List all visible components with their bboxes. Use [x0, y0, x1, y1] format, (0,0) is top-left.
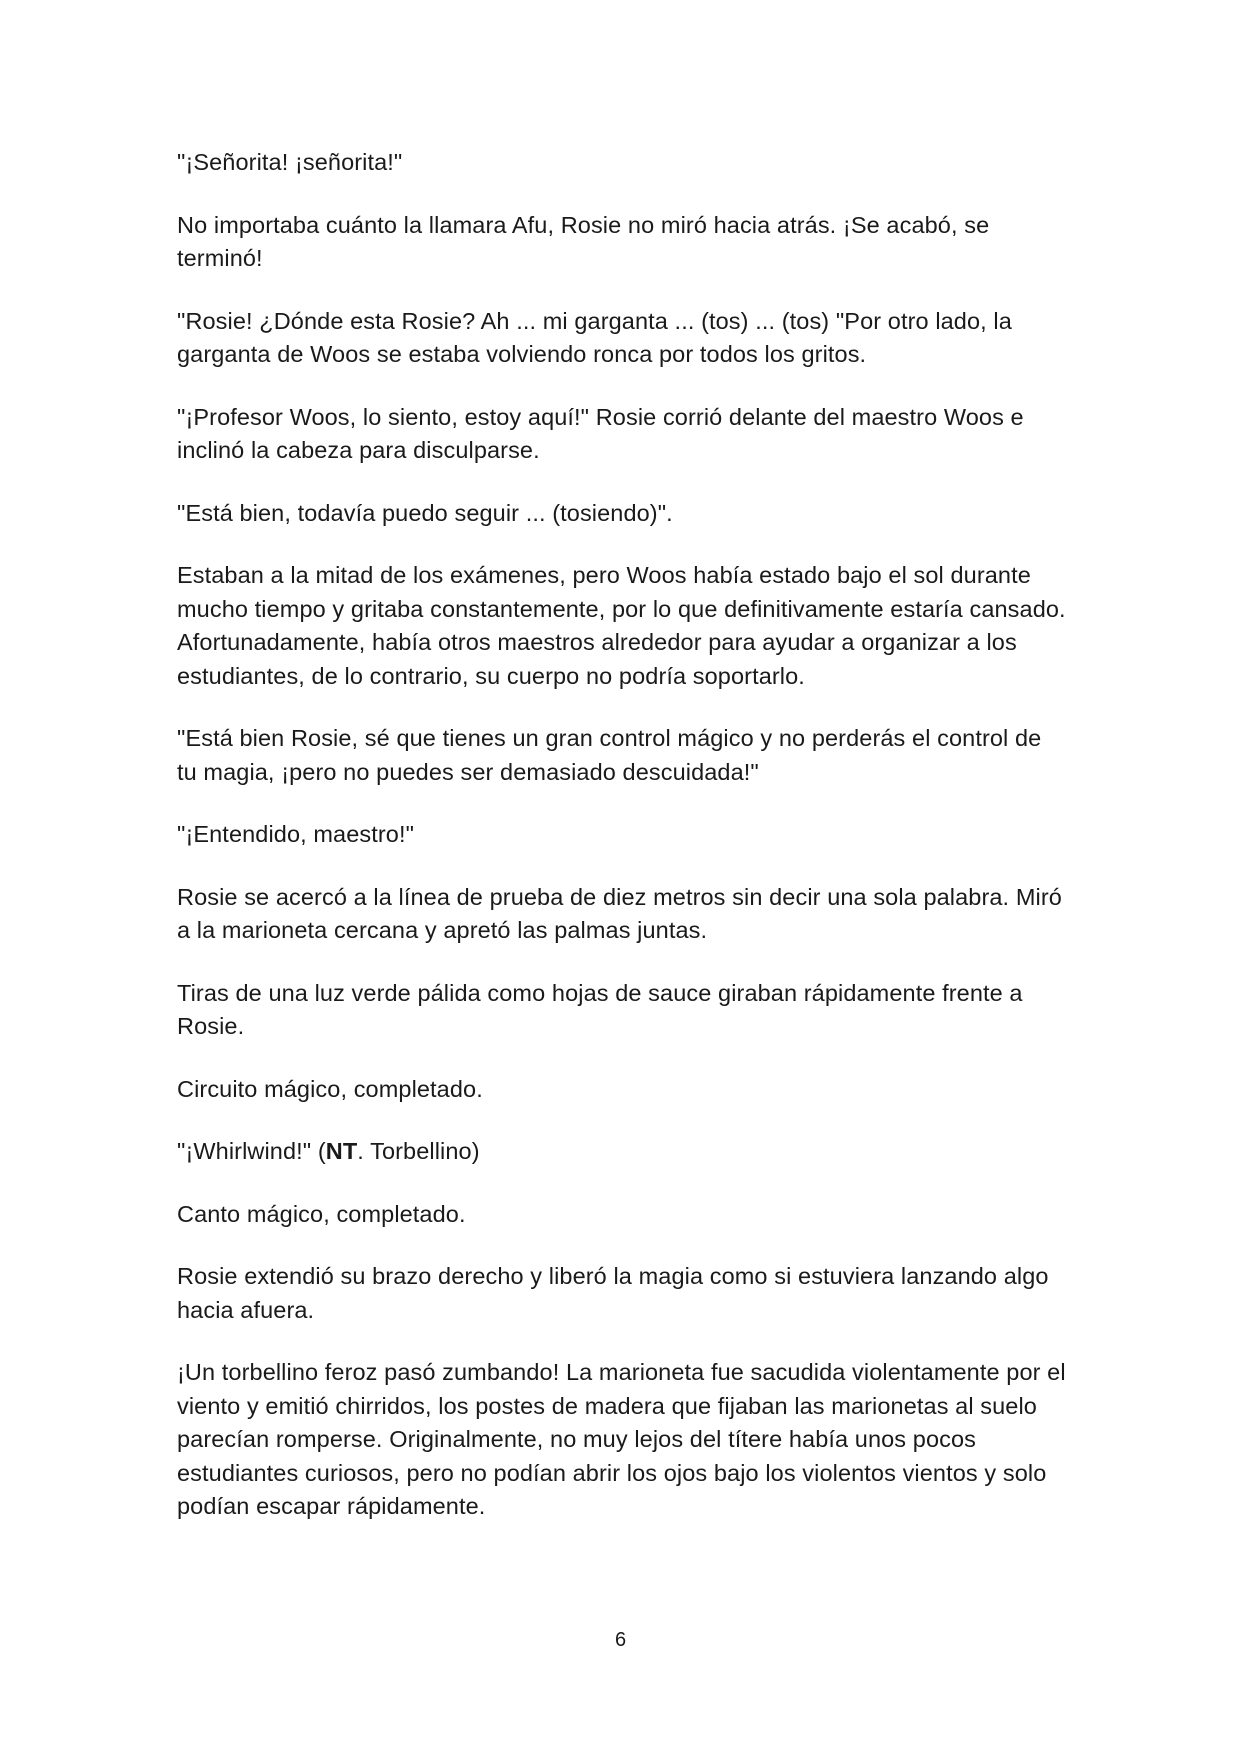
paragraph: "¡Profesor Woos, lo siento, estoy aquí!" Rosie corrió delante del maestro Woos e inclinó la cabeza para disculparse. — [177, 403, 1024, 463]
paragraph: Circuito mágico, completado. — [177, 1075, 483, 1102]
paragraph: Canto mágico, completado. — [177, 1200, 466, 1227]
paragraph: Rosie se acercó a la línea de prueba de diez metros sin decir una sola palabra. Miró a la marioneta cercana y apretó las palmas juntas. — [177, 883, 1062, 943]
paragraph: "¡Entendido, maestro!" — [177, 821, 415, 847]
paragraph: "Rosie! ¿Dónde esta Rosie? Ah ... mi garganta ... (tos) ... (tos) "Por otro lado, la garganta de Woos se estaba volviendo ronca por todos los gritos. — [177, 307, 1012, 367]
paragraph: "Está bien, todavía puedo seguir ... (tosiendo)". — [177, 499, 673, 526]
paragraph: "¡Señorita! ¡señorita!" — [177, 149, 403, 175]
note-text-before: "¡Whirlwind!" ( — [177, 1138, 326, 1164]
paragraph: Rosie extendió su brazo derecho y liberó la magia como si estuviera lanzando algo hacia afuera. — [177, 1263, 1049, 1323]
paragraph: ¡Un torbellino feroz pasó zumbando! La marioneta fue sacudida violentamente por el viento y emitió chirridos, los postes de madera que fijaban las marionetas al suelo parecían romperse. Originalmente, no muy lejos del títere había unos pocos estudiantes curiosos, pero no podían abrir los ojos bajo los violentos vientos y solo podían escapar rápidamente. — [177, 1359, 1066, 1519]
paragraph: Tiras de una luz verde pálida como hojas de sauce giraban rápidamente frente a Rosie. — [177, 979, 1023, 1039]
page-number: 6 — [614, 1629, 627, 1651]
note-text-after: . Torbellino) — [357, 1138, 480, 1164]
paragraph: "Está bien Rosie, sé que tienes un gran control mágico y no perderás el control de tu magia, ¡pero no puedes ser demasiado descuidada!" — [177, 725, 1042, 785]
translator-note-label: NT — [325, 1138, 358, 1164]
paragraph-translator-note — [177, 1135, 1067, 1169]
page-body — [177, 146, 1067, 1553]
paragraph: Estaban a la mitad de los exámenes, pero Woos había estado bajo el sol durante mucho tiempo y gritaba constantemente, por lo que definitivamente estaría cansado. Afortunadamente, había otros maestros alrededor para ayudar a organizar a los estudiantes, de lo contrario, su cuerpo no podría soportarlo. — [177, 562, 1066, 689]
paragraph: No importaba cuánto la llamara Afu, Rosie no miró hacia atrás. ¡Se acabó, se terminó! — [177, 211, 990, 271]
